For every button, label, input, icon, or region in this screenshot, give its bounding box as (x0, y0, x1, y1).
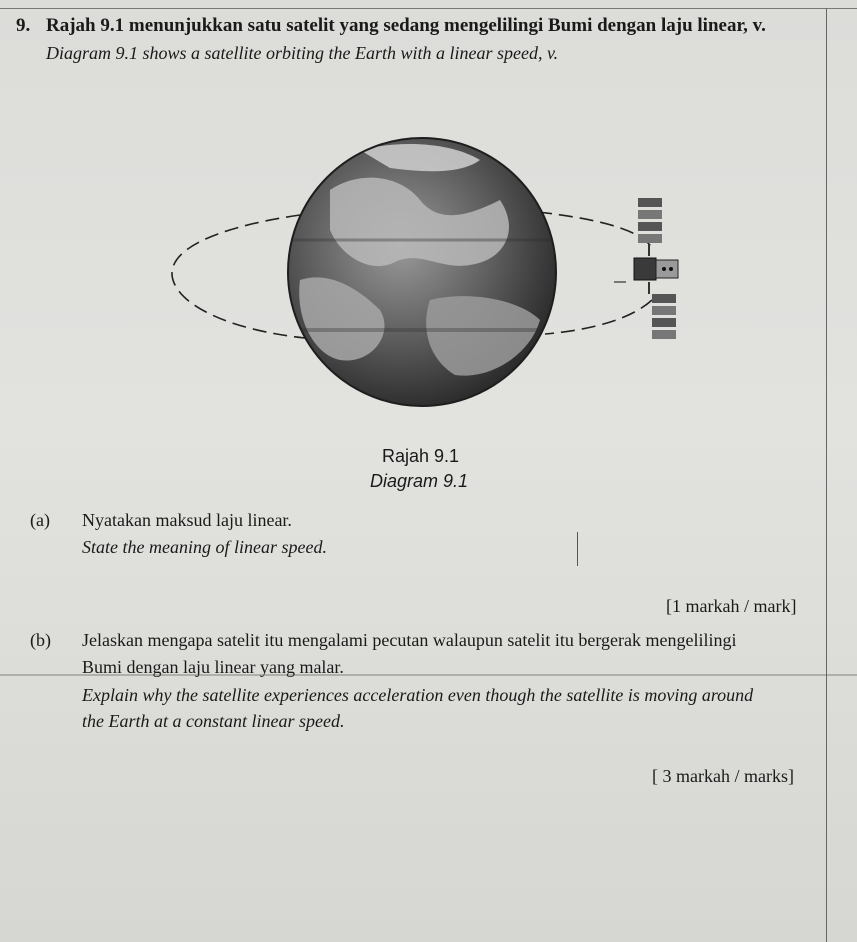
diagram-caption-english: Diagram 9.1 (370, 471, 469, 491)
pen-mark (577, 532, 578, 566)
question-stem-malay: Rajah 9.1 menunjukkan satu satelit yang sedang mengelilingi Bumi dengan laju linear, v. (46, 15, 766, 36)
part-a-malay: Nyatakan maksud laju linear. (82, 510, 292, 530)
part-b-malay-line2: Bumi dengan laju linear yang malar. (82, 657, 344, 677)
part-b-malay-line1: Jelaskan mengapa satelit itu mengalami pecutan walaupun satelit itu bergerak mengelilingi (82, 630, 737, 650)
part-b-english-line1: Explain why the satellite experiences acceleration even though the satellite is moving around (82, 685, 754, 705)
part-b-marks: [ 3 markah / marks] (652, 766, 794, 786)
orbit-path-left (172, 215, 305, 338)
diagram-caption-malay: Rajah 9.1 (382, 446, 460, 466)
part-a-english: State the meaning of linear speed. (82, 537, 327, 557)
part-a-marks: [1 markah / mark] (666, 596, 797, 616)
part-b-label: (b) (30, 630, 51, 650)
part-a-label: (a) (30, 510, 50, 530)
question-number: 9. (16, 15, 31, 36)
paper-fold-line (0, 674, 857, 676)
part-b-english-line2: the Earth at a constant linear speed. (82, 711, 345, 731)
question-stem-english: Diagram 9.1 shows a satellite orbiting the Earth with a linear speed, v. (46, 43, 559, 63)
orbit-path-right (538, 212, 652, 248)
orbit-path-right-lower (545, 300, 652, 334)
earth-globe (288, 138, 560, 406)
